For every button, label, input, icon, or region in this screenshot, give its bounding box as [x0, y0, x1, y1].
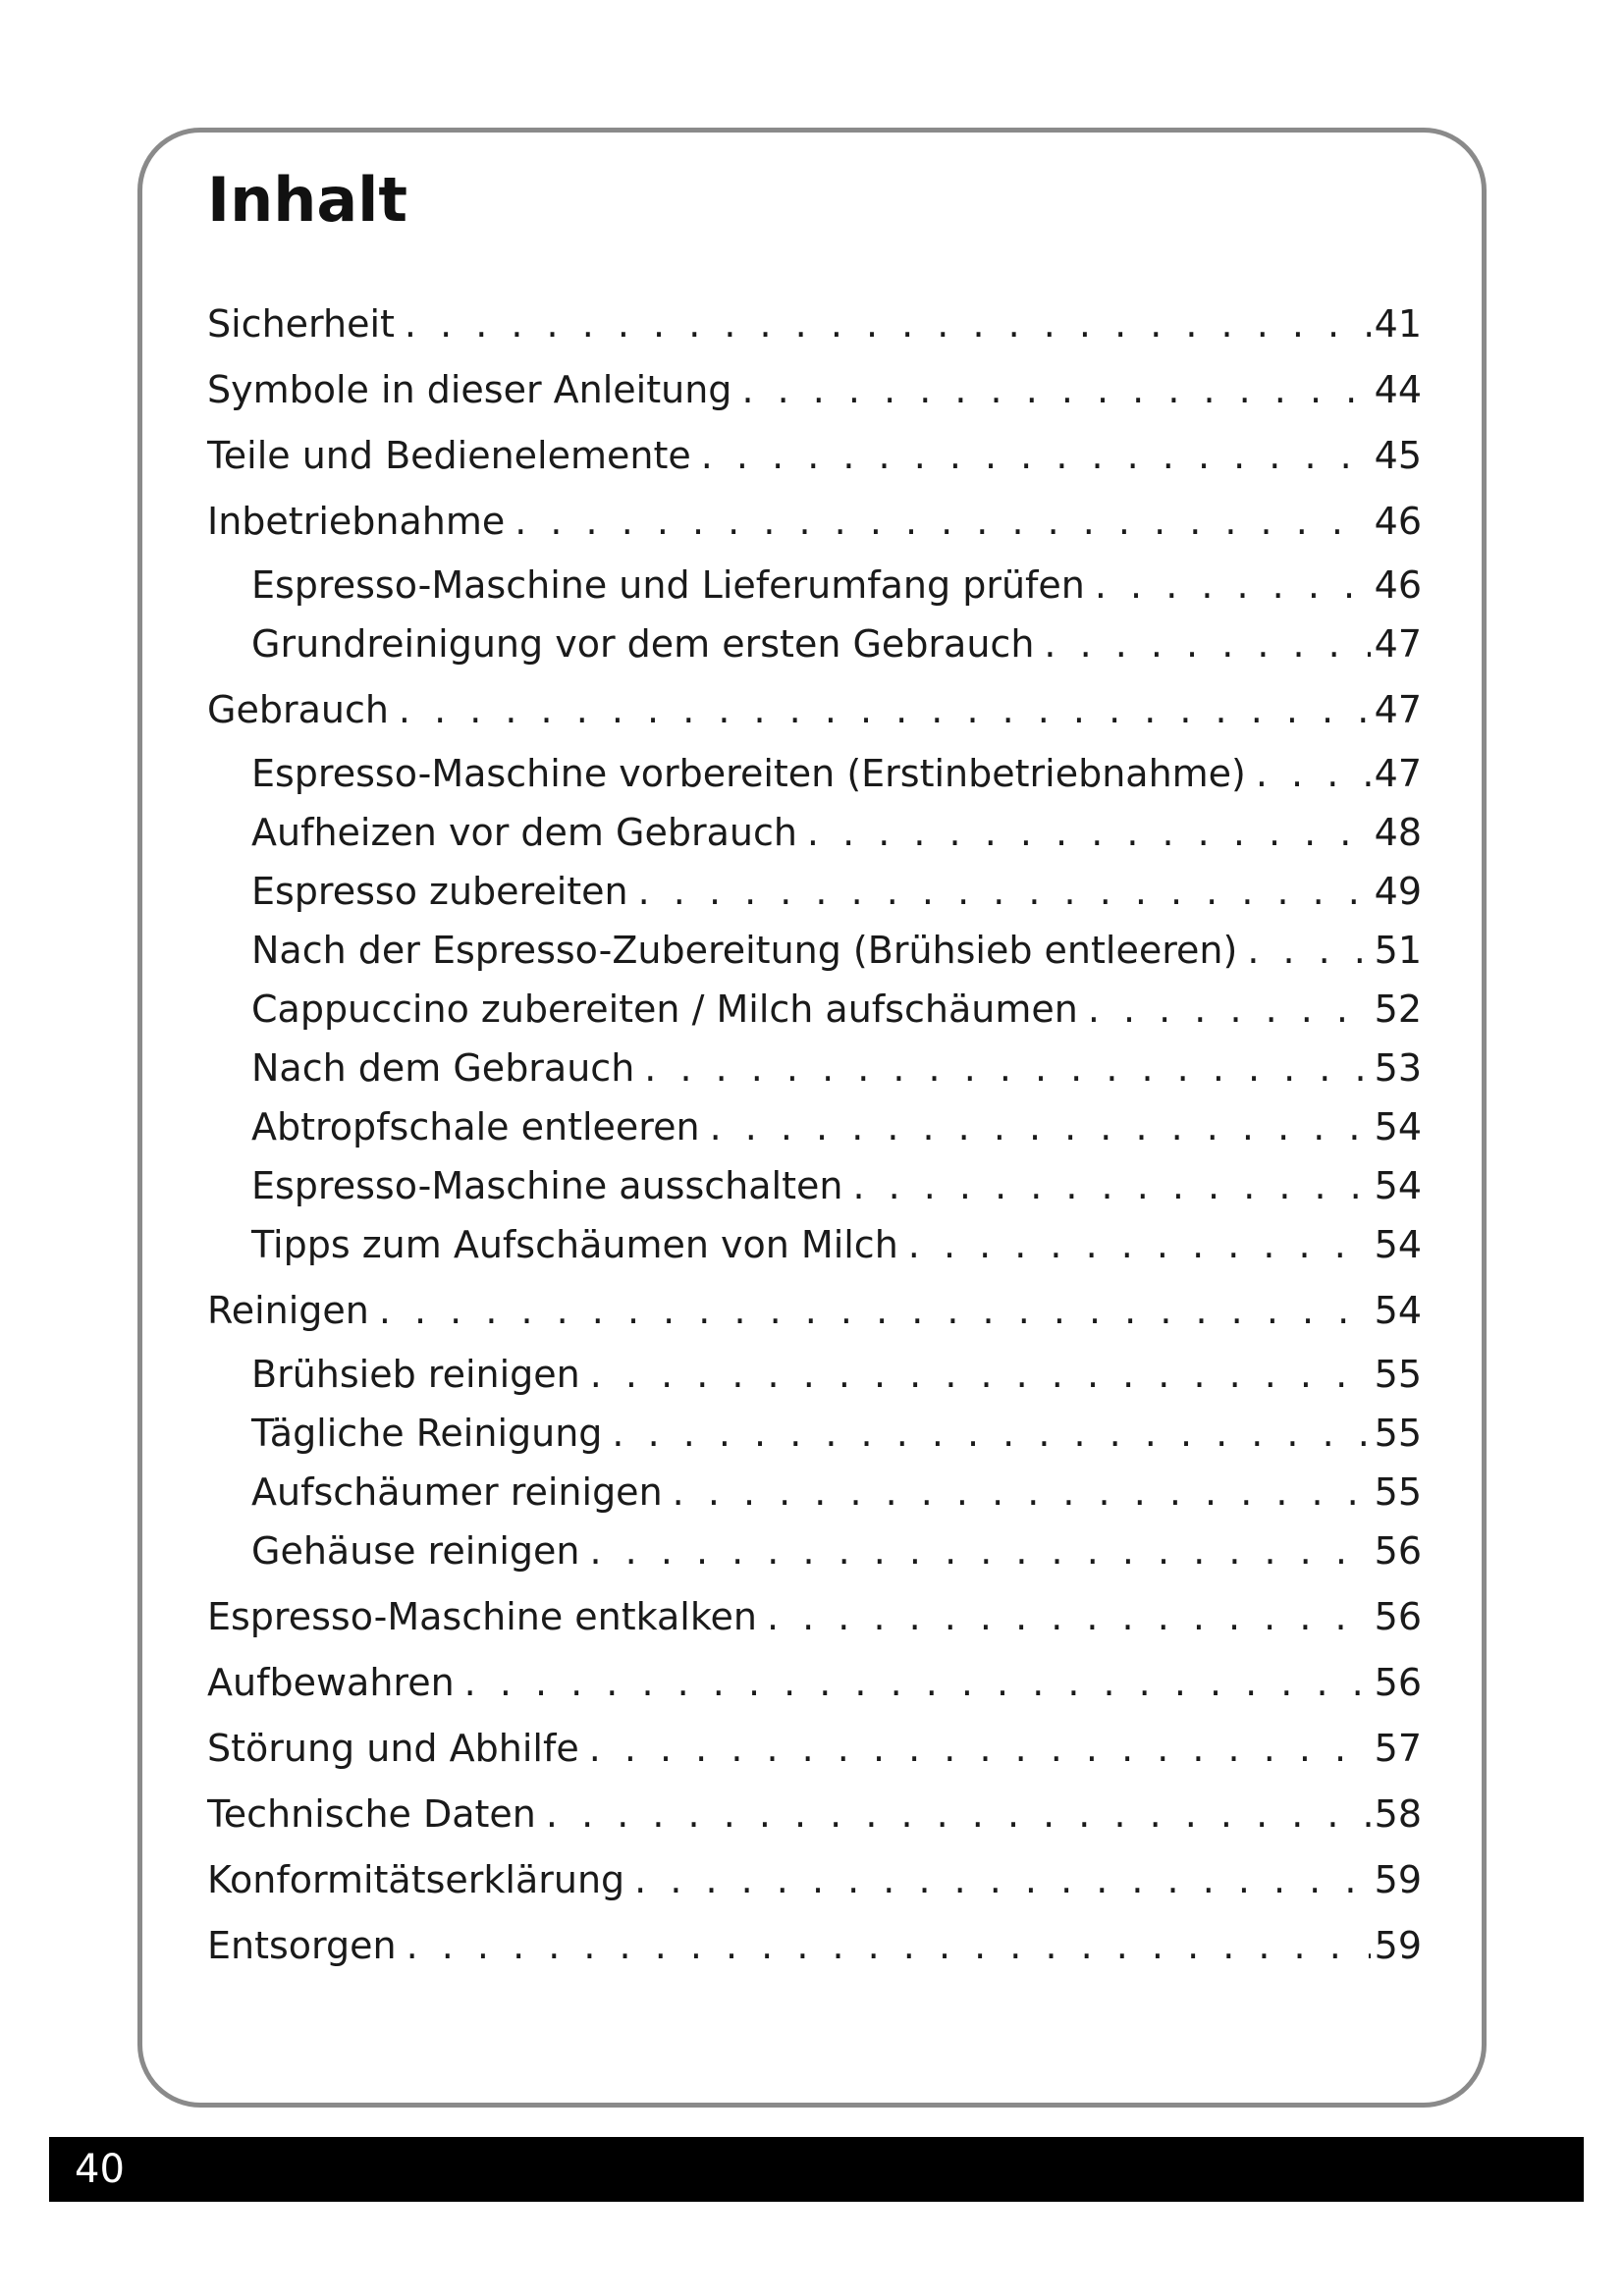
- page-number: 40: [75, 2147, 125, 2192]
- toc-entry[interactable]: [207, 621, 1422, 667]
- toc-entry[interactable]: [207, 1528, 1422, 1574]
- toc-entry-page: 47: [1371, 621, 1422, 667]
- dot-leader: [767, 1594, 1371, 1639]
- toc-entry-page: 56: [1371, 1528, 1422, 1574]
- toc-entry[interactable]: [207, 1411, 1422, 1456]
- dot-leader: [701, 433, 1371, 478]
- toc-entry-label: Teile und Bedienelemente: [207, 433, 701, 478]
- dot-leader: [590, 1352, 1371, 1397]
- toc-entry-page: 46: [1371, 562, 1422, 608]
- toc-entry[interactable]: [207, 1594, 1422, 1639]
- toc-entry[interactable]: [207, 687, 1422, 732]
- toc-entry-label: Konformitätserklärung: [207, 1857, 634, 1902]
- toc-entry-page: 57: [1371, 1726, 1422, 1771]
- toc-entry-label: Inbetriebnahme: [207, 499, 514, 544]
- toc-entry[interactable]: [207, 1104, 1422, 1149]
- footer-bar: [49, 2137, 1584, 2202]
- dot-leader: [546, 1791, 1371, 1837]
- toc-entry-page: 58: [1371, 1791, 1422, 1837]
- toc-entry[interactable]: [207, 928, 1422, 973]
- toc-entry[interactable]: [207, 1726, 1422, 1771]
- toc-entry[interactable]: [207, 1352, 1422, 1397]
- toc-entry-page: 55: [1371, 1352, 1422, 1397]
- table-of-contents-box: [137, 128, 1487, 2108]
- dot-leader: [634, 1857, 1370, 1902]
- toc-entry[interactable]: [207, 1288, 1422, 1333]
- dot-leader: [638, 869, 1371, 914]
- toc-entry[interactable]: [207, 433, 1422, 478]
- dot-leader: [590, 1528, 1371, 1574]
- toc-entry-page: 51: [1371, 928, 1422, 973]
- toc-entry[interactable]: [207, 562, 1422, 608]
- dot-leader: [406, 1923, 1371, 1968]
- toc-entry-label: Reinigen: [207, 1288, 379, 1333]
- toc-entry-page: 45: [1371, 433, 1422, 478]
- toc-entry[interactable]: [207, 751, 1422, 796]
- toc-entry-page: 46: [1371, 499, 1422, 544]
- dot-leader: [807, 810, 1371, 855]
- toc-entry-page: 48: [1371, 810, 1422, 855]
- toc-entry-label: Tägliche Reinigung: [251, 1411, 612, 1456]
- toc-entry-page: 49: [1371, 869, 1422, 914]
- toc-entry-label: Störung und Abhilfe: [207, 1726, 589, 1771]
- toc-entry-label: Nach dem Gebrauch: [251, 1045, 644, 1091]
- toc-entry-label: Espresso-Maschine und Lieferumfang prüfen: [251, 562, 1095, 608]
- toc-entry-page: 54: [1371, 1163, 1422, 1208]
- toc-entry-label: Gehäuse reinigen: [251, 1528, 590, 1574]
- toc-entry[interactable]: [207, 499, 1422, 544]
- toc-entry-label: Nach der Espresso-Zubereitung (Brühsieb entleeren): [251, 928, 1247, 973]
- toc-entry[interactable]: [207, 1045, 1422, 1091]
- toc-entry-page: 54: [1371, 1222, 1422, 1267]
- dot-leader: [1095, 562, 1371, 608]
- dot-leader: [908, 1222, 1371, 1267]
- toc-entry-label: Espresso-Maschine entkalken: [207, 1594, 767, 1639]
- page-title: Inhalt: [207, 164, 408, 236]
- dot-leader: [1247, 928, 1370, 973]
- toc-entry-page: 56: [1371, 1594, 1422, 1639]
- dot-leader: [673, 1469, 1371, 1515]
- dot-leader: [612, 1411, 1370, 1456]
- toc-entry-page: 44: [1371, 367, 1422, 412]
- toc-entry[interactable]: [207, 987, 1422, 1032]
- toc-entry-label: Aufbewahren: [207, 1660, 464, 1705]
- toc-entry-label: Espresso zubereiten: [251, 869, 638, 914]
- toc-entry-label: Cappuccino zubereiten / Milch aufschäumen: [251, 987, 1088, 1032]
- toc-entry-page: 54: [1371, 1288, 1422, 1333]
- dot-leader: [399, 687, 1371, 732]
- toc-entry-page: 47: [1371, 687, 1422, 732]
- dot-leader: [741, 367, 1370, 412]
- toc-entry[interactable]: [207, 301, 1422, 347]
- toc-entry-page: 59: [1371, 1857, 1422, 1902]
- dot-leader: [379, 1288, 1371, 1333]
- toc-entry-label: Aufheizen vor dem Gebrauch: [251, 810, 807, 855]
- toc-entry-label: Espresso-Maschine vorbereiten (Erstinbetriebnahme): [251, 751, 1256, 796]
- dot-leader: [1256, 751, 1371, 796]
- dot-leader: [1088, 987, 1371, 1032]
- toc-entry-page: 53: [1371, 1045, 1422, 1091]
- toc-entry-page: 55: [1371, 1469, 1422, 1515]
- toc-entry-label: Brühsieb reinigen: [251, 1352, 590, 1397]
- toc-entry-label: Espresso-Maschine ausschalten: [251, 1163, 852, 1208]
- toc-entry-label: Abtropfschale entleeren: [251, 1104, 710, 1149]
- toc-entry[interactable]: [207, 1222, 1422, 1267]
- toc-entry-page: 56: [1371, 1660, 1422, 1705]
- toc-entry[interactable]: [207, 810, 1422, 855]
- toc-entry-label: Technische Daten: [207, 1791, 546, 1837]
- dot-leader: [710, 1104, 1371, 1149]
- toc-entry-label: Gebrauch: [207, 687, 399, 732]
- toc-entry-label: Symbole in dieser Anleitung: [207, 367, 741, 412]
- dot-leader: [644, 1045, 1370, 1091]
- dot-leader: [464, 1660, 1371, 1705]
- dot-leader: [589, 1726, 1371, 1771]
- toc-entry-page: 47: [1371, 751, 1422, 796]
- dot-leader: [514, 499, 1370, 544]
- toc-entry-label: Aufschäumer reinigen: [251, 1469, 673, 1515]
- toc-entry-page: 54: [1371, 1104, 1422, 1149]
- toc-entry-label: Tipps zum Aufschäumen von Milch: [251, 1222, 908, 1267]
- toc-entry-page: 55: [1371, 1411, 1422, 1456]
- dot-leader: [1044, 621, 1370, 667]
- toc-entry-label: Entsorgen: [207, 1923, 406, 1968]
- toc-entry[interactable]: [207, 1791, 1422, 1837]
- toc-entry[interactable]: [207, 1857, 1422, 1902]
- toc-entry-page: 52: [1371, 987, 1422, 1032]
- toc-entry-page: 41: [1371, 301, 1422, 347]
- toc-entry[interactable]: [207, 1163, 1422, 1208]
- dot-leader: [852, 1163, 1370, 1208]
- toc-entry-page: 59: [1371, 1923, 1422, 1968]
- toc-entry[interactable]: [207, 1923, 1422, 1968]
- toc-entry[interactable]: [207, 869, 1422, 914]
- toc-list: [207, 301, 1422, 1968]
- toc-entry-label: Sicherheit: [207, 301, 405, 347]
- dot-leader: [405, 301, 1371, 347]
- toc-entry[interactable]: [207, 1469, 1422, 1515]
- toc-entry[interactable]: [207, 367, 1422, 412]
- toc-entry[interactable]: [207, 1660, 1422, 1705]
- toc-entry-label: Grundreinigung vor dem ersten Gebrauch: [251, 621, 1044, 667]
